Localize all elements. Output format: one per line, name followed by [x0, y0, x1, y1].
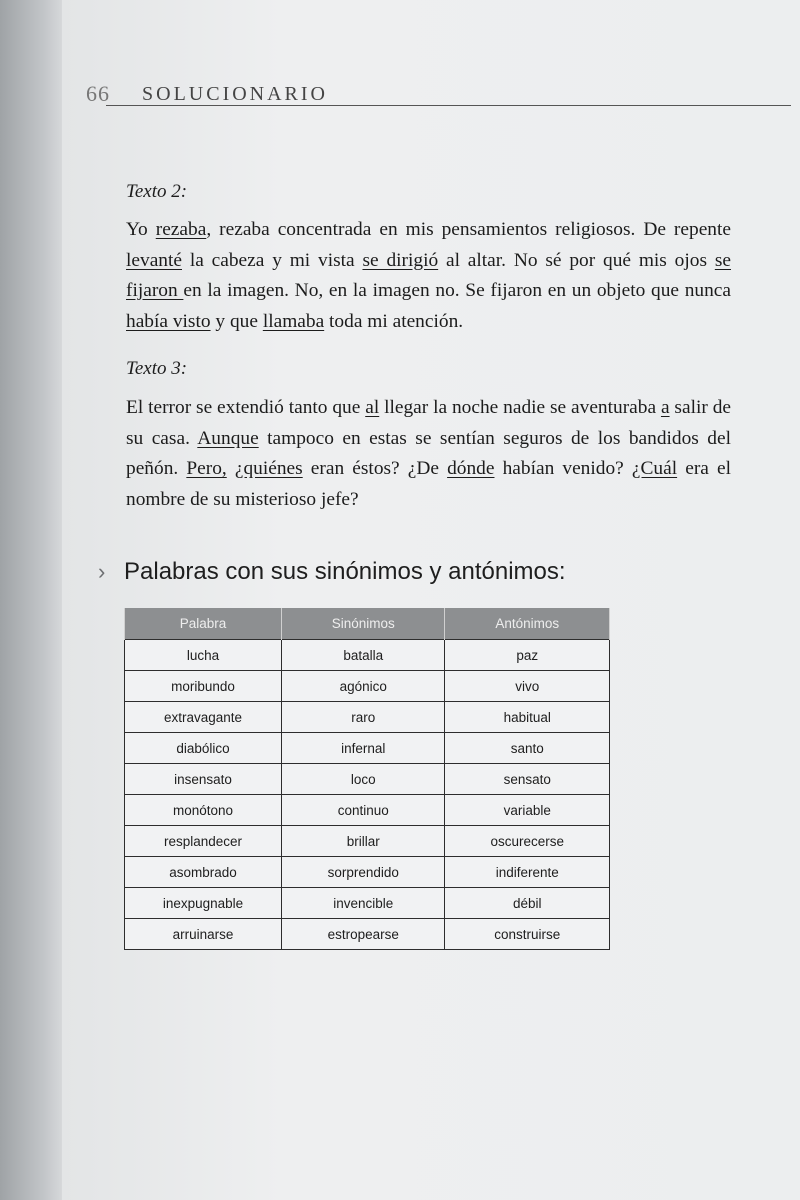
underlined-word: se dirigió	[362, 249, 439, 271]
text-run: en la imagen. No, en la imagen no. Se fijaron en un objeto que nunca	[183, 280, 731, 301]
underlined-word: había visto	[126, 310, 211, 332]
table-row	[125, 795, 610, 826]
cell-palabra: moribundo	[125, 671, 282, 702]
text-run: y que	[210, 310, 263, 332]
text-run: Yo	[126, 219, 156, 240]
cell-sinonimo: brillar	[282, 826, 445, 857]
book-page	[62, 0, 800, 1200]
running-head: SOLUCIONARIO	[142, 83, 328, 105]
synonyms-antonyms-table	[124, 608, 610, 950]
text-run: eran éstos? ¿De	[302, 458, 448, 479]
cell-palabra: monótono	[125, 795, 282, 826]
text-run: al altar. No sé por qué mis ojos	[438, 249, 715, 271]
texto3-paragraph	[126, 377, 731, 515]
text-run: era el nombre de su misterioso jefe?	[126, 458, 731, 510]
underlined-word: rezaba	[155, 219, 207, 240]
cell-sinonimo: sorprendido	[282, 857, 445, 888]
texto2-paragraph	[126, 199, 731, 337]
book-spine-shadow	[0, 0, 62, 1200]
texto2-label: Texto 2:	[126, 181, 188, 202]
underlined-word: dónde	[447, 458, 495, 479]
cell-sinonimo: loco	[282, 764, 445, 795]
cell-antonimo: sensato	[445, 764, 610, 795]
text-run	[227, 458, 235, 479]
cell-sinonimo: continuo	[282, 795, 445, 826]
text-run: El terror se extendió tanto que	[126, 397, 366, 418]
cell-palabra: inexpugnable	[125, 888, 282, 919]
texto3-label: Texto 3:	[126, 358, 188, 379]
cell-antonimo: variable	[445, 795, 610, 826]
cell-sinonimo: invencible	[282, 888, 445, 919]
chevron-right-icon: ›	[98, 559, 106, 584]
cell-palabra: insensato	[125, 764, 282, 795]
table-row	[125, 764, 610, 795]
cell-sinonimo: batalla	[282, 640, 445, 671]
table-header-row	[125, 608, 610, 640]
underlined-word: Aunque	[197, 427, 259, 449]
cell-sinonimo: infernal	[282, 733, 445, 764]
text-run: habían venido?	[494, 458, 632, 479]
column-header-palabra: Palabra	[125, 608, 282, 640]
table-row	[125, 640, 610, 671]
text-run: , rezaba concentrada en mis pensamientos religiosos. De repente	[206, 219, 731, 240]
underlined-word: a	[660, 397, 670, 418]
table-row	[125, 919, 610, 950]
cell-antonimo: vivo	[445, 671, 610, 702]
table-row	[125, 671, 610, 702]
table-row	[125, 888, 610, 919]
cell-palabra: extravagante	[125, 702, 282, 733]
cell-palabra: arruinarse	[125, 919, 282, 950]
column-header-antonimos: Antónimos	[445, 608, 610, 640]
text-run: tampoco en estas se sentían seguros de los bandidos del peñón.	[126, 427, 731, 479]
underlined-word: ¿quiénes	[234, 458, 303, 479]
cell-palabra: asombrado	[125, 857, 282, 888]
cell-antonimo: indiferente	[445, 857, 610, 888]
underlined-word: llamaba	[262, 310, 325, 332]
cell-antonimo: habitual	[445, 702, 610, 733]
cell-palabra: resplandecer	[125, 826, 282, 857]
cell-palabra: lucha	[125, 640, 282, 671]
section-title: Palabras con sus sinónimos y antónimos:	[124, 558, 566, 585]
cell-sinonimo: raro	[282, 702, 445, 733]
text-run: salir de su casa.	[126, 397, 731, 449]
cell-antonimo: paz	[445, 640, 610, 671]
cell-sinonimo: estropearse	[282, 919, 445, 950]
table-row	[125, 857, 610, 888]
underlined-word: se fijaron	[126, 249, 731, 301]
table-row	[125, 733, 610, 764]
underlined-word: levanté	[126, 249, 182, 271]
text-run: toda mi atención.	[324, 310, 464, 332]
cell-antonimo: santo	[445, 733, 610, 764]
underlined-word: Pero,	[186, 458, 227, 479]
page-number: 66	[86, 81, 110, 106]
cell-antonimo: oscurecerse	[445, 826, 610, 857]
underlined-word: al	[365, 397, 380, 418]
table-row	[125, 702, 610, 733]
text-run: llegar la noche nadie se aventuraba	[379, 397, 661, 418]
cell-antonimo: débil	[445, 888, 610, 919]
table-row	[125, 826, 610, 857]
cell-palabra: diabólico	[125, 733, 282, 764]
text-run: la cabeza y mi vista	[182, 249, 363, 271]
underlined-word: ¿Cuál	[631, 458, 678, 479]
column-header-sinonimos: Sinónimos	[282, 608, 445, 640]
cell-antonimo: construirse	[445, 919, 610, 950]
section-heading	[98, 558, 566, 586]
cell-sinonimo: agónico	[282, 671, 445, 702]
page-header	[86, 79, 791, 106]
